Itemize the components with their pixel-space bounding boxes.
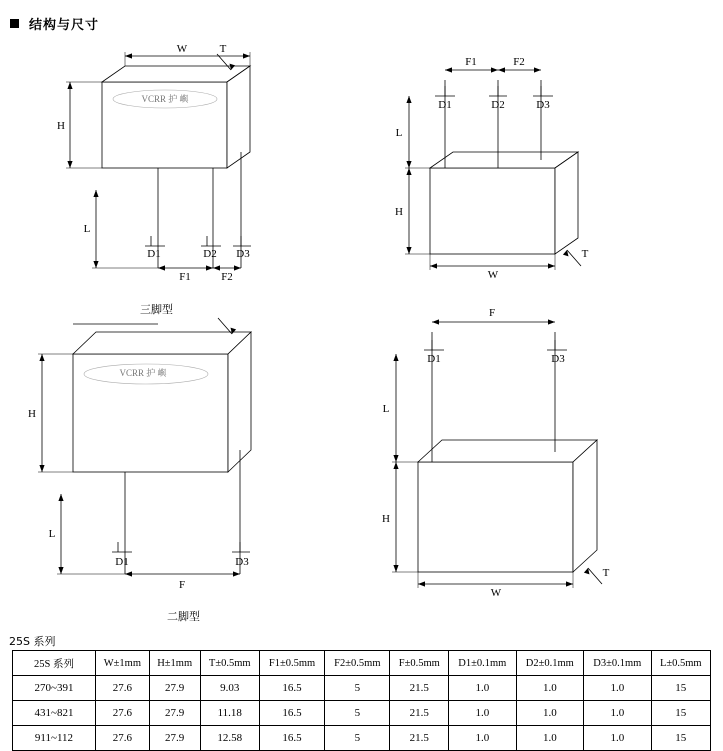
section-title-text: 结构与尺寸 [29,18,100,33]
table-header-cell: L±0.5mm [651,651,710,676]
table-cell: 911~112 [13,726,96,751]
table-cell: 21.5 [390,726,449,751]
figure-three-pin-front-view [55,40,315,280]
table-header-cell: D2±0.1mm [516,651,584,676]
table-cell: 21.5 [390,676,449,701]
table-cell: 16.5 [259,726,324,751]
caption-two-pin: 二脚型 [167,610,200,623]
square-bullet-icon [10,19,19,28]
figure-two-pin-front-view [18,284,318,604]
table-header-cell: F2±0.5mm [325,651,390,676]
label-L: L [382,403,390,415]
table-cell: 27.9 [149,676,200,701]
table-header-cell: H±1mm [149,651,200,676]
label-D3: D3 [551,353,565,365]
label-D2: D2 [203,248,217,260]
table-cell: 1.0 [449,701,517,726]
table-cell: 1.0 [584,726,652,751]
series-label: 25S 系列 [9,635,56,648]
label-H: H [28,408,36,420]
figure-three-pin-perspective-view [385,40,685,280]
label-D3: D3 [235,556,249,568]
table-header-cell: D3±0.1mm [584,651,652,676]
label-T: T [602,567,610,579]
table-header-cell: T±0.5mm [200,651,259,676]
figures-area [0,34,723,624]
label-D1: D1 [427,353,441,365]
table-cell: 15 [651,676,710,701]
table-cell: 15 [651,726,710,751]
table-cell: 1.0 [516,726,584,751]
label-D1: D1 [147,248,161,260]
table-cell: 9.03 [200,676,259,701]
label-F: F [178,579,186,591]
table-cell: 5 [325,701,390,726]
table-cell: 1.0 [516,676,584,701]
table-cell: 27.6 [96,726,150,751]
label-L: L [83,223,91,235]
table-cell: 1.0 [449,726,517,751]
label-D1: D1 [115,556,129,568]
table-cell: 27.6 [96,701,150,726]
table-cell: 431~821 [13,701,96,726]
table-cell: 5 [325,676,390,701]
label-H: H [382,513,390,525]
label-W: W [176,43,188,55]
label-L: L [48,528,56,540]
caption-three-pin: 三脚型 [140,303,173,316]
table-header-row [13,651,711,676]
specification-table [12,650,711,751]
table-header-cell: F±0.5mm [390,651,449,676]
figure-two-pin-perspective-view [370,284,690,604]
label-F2: F2 [221,271,233,280]
table-cell: 11.18 [200,701,259,726]
table-header-cell: F1±0.5mm [259,651,324,676]
table-header-cell: D1±0.1mm [449,651,517,676]
table-cell: 16.5 [259,676,324,701]
table-cell: 27.6 [96,676,150,701]
table-row [13,676,711,701]
section-heading [10,14,99,33]
table-row [13,726,711,751]
table-cell: 5 [325,726,390,751]
label-D3: D3 [536,99,550,111]
table-cell: 1.0 [584,701,652,726]
label-D1: D1 [438,99,452,111]
table-cell: 1.0 [584,676,652,701]
label-T: T [581,248,589,260]
table-cell: 1.0 [449,676,517,701]
table-cell: 1.0 [516,701,584,726]
table-cell: 16.5 [259,701,324,726]
table-header-cell: 25S 系列 [13,651,96,676]
table-cell: 27.9 [149,726,200,751]
label-H: H [57,120,65,132]
label-W: W [487,269,499,280]
body-print-text: VCRR 护 嶼 [119,368,167,378]
label-F1: F1 [465,56,477,68]
table-row [13,701,711,726]
label-D3: D3 [236,248,250,260]
table-cell: 21.5 [390,701,449,726]
label-H: H [395,206,403,218]
label-F: F [488,307,496,319]
label-D2: D2 [491,99,505,111]
label-F1: F1 [179,271,191,280]
table-header-cell: W±1mm [96,651,150,676]
label-L: L [395,127,403,139]
table-cell: 270~391 [13,676,96,701]
label-F2: F2 [513,56,525,68]
label-W: W [490,587,502,599]
table-cell: 27.9 [149,701,200,726]
table-cell: 12.58 [200,726,259,751]
body-print-text: VCRR 护 嶼 [141,94,189,104]
table-cell: 15 [651,701,710,726]
label-T: T [219,43,227,55]
